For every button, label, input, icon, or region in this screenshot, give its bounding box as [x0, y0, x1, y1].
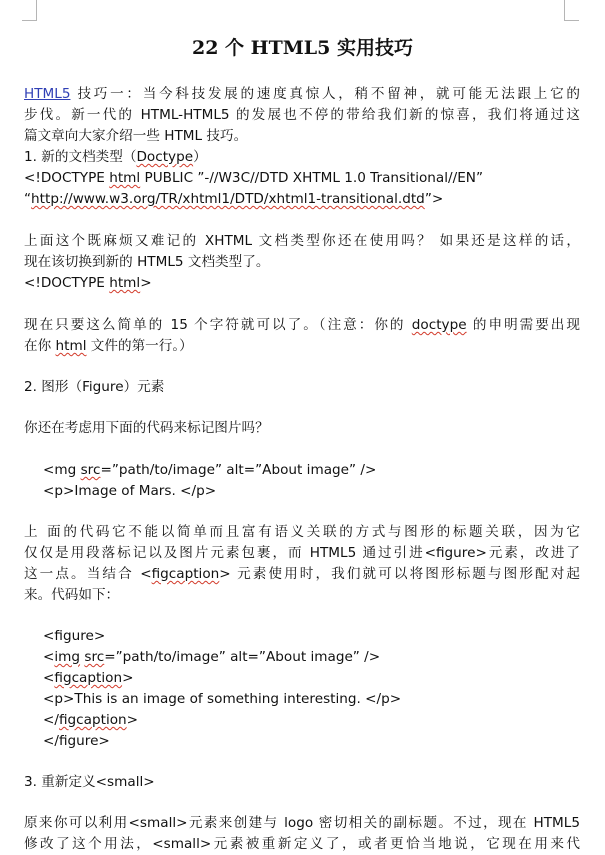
- section-2-paragraph-line-3: [24, 564, 580, 585]
- intro-line-2: 步伐。新一代的 HTML-HTML5 的发展也不停的带给我们新的惊喜，我们将通过这: [24, 107, 580, 123]
- section-2-paragraph-line-4: 来。代码如下：: [24, 587, 120, 603]
- code-text: PUBLIC ”-//W3C//DTD XHTML 1.0 Transitional//EN”: [140, 170, 483, 186]
- section-1-heading: [24, 147, 580, 168]
- code-text: >: [140, 275, 152, 291]
- code-text: =”path/to/image” alt=”About image” />: [100, 462, 377, 478]
- figure-code-line-1: <figure>: [43, 628, 106, 644]
- section-1-paragraph-line-1: 上面这个既麻烦又难记的 XHTML 文档类型你还在使用吗？ 如果还是这样的话，: [24, 233, 580, 249]
- old-figure-code-line-2: <p>Image of Mars. </p>: [43, 483, 217, 499]
- note-text: 文件的第一行。）: [86, 338, 193, 354]
- code-text: <mg: [43, 462, 81, 478]
- code-html-word: html: [109, 275, 141, 291]
- note-text: 的申明需要出现: [466, 317, 580, 333]
- doctype-word: doctype: [411, 317, 467, 333]
- doctype-code-line-1: [24, 168, 580, 189]
- code-text: >: [126, 712, 139, 728]
- code-src-word: src: [84, 649, 105, 665]
- page-corner-mark-right: [564, 0, 579, 21]
- section-1-paragraph-line-2: 现在该切换到新的 HTML5 文档类型了。: [24, 254, 270, 270]
- section-2-paragraph-line-1: 上 面的代码它不能以简单而且富有语义关联的方式与图形的标题关联，因为它: [24, 524, 580, 540]
- code-figcaption-word: figcaption: [58, 712, 127, 728]
- section-3-paragraph-line-1: 原来你可以利用<small>元素来创建与 logo 密切相关的副标题。不过，现在 HTML5: [24, 815, 580, 831]
- code-text: <!DOCTYPE: [24, 275, 110, 291]
- doctype-code-line-2: [24, 189, 580, 210]
- code-text: <!DOCTYPE: [24, 170, 110, 186]
- paragraph-text: 这一点。当结合 <: [24, 566, 152, 582]
- html5-link[interactable]: HTML5: [24, 86, 71, 102]
- section-2-question: 你还在考虑用下面的代码来标记图片吗？: [24, 420, 269, 436]
- code-text: >: [122, 670, 134, 686]
- section-1-note-line-2: [24, 336, 580, 357]
- paragraph-text: > 元素使用时，我们就可以将图形标题与图形配对起: [219, 566, 580, 582]
- figure-code-line-4: <p>This is an image of something interesting. </p>: [43, 691, 402, 707]
- page-corner-mark-left: [22, 0, 37, 21]
- section-2-paragraph-line-2: 仅仅是用段落标记以及图片元素包裹，而 HTML5 通过引进<figure>元素，改进了: [24, 545, 580, 561]
- section-2-heading: 2. 图形（Figure）元素: [24, 379, 165, 395]
- section-3-paragraph-line-2: 修改了这个用法，<small>元素被重新定义了，或者更恰当地说，它现在用来代: [24, 836, 580, 852]
- code-text: “: [24, 191, 32, 207]
- figure-code-line-2: [43, 647, 573, 668]
- section-1-heading-text: 1. 新的文档类型（: [24, 149, 137, 165]
- code-figcaption-word: figcaption: [54, 670, 123, 686]
- note-text: 现在只要这么简单的 15 个字符就可以了。（注意：你的: [24, 317, 412, 333]
- code-src-word: src: [80, 462, 101, 478]
- dtd-url: http://www.w3.org/TR/xhtml1/DTD/xhtml1-transitional.dtd: [31, 191, 425, 207]
- figure-code-line-5: [43, 710, 573, 731]
- code-html-word: html: [109, 170, 141, 186]
- html5-doctype-code: [24, 273, 580, 294]
- code-text: <: [43, 649, 55, 665]
- figure-code-line-3: [43, 668, 573, 689]
- figcaption-word: figcaption: [151, 566, 220, 582]
- old-figure-code-line-1: [43, 460, 573, 481]
- doctype-word: Doctype: [136, 149, 194, 165]
- intro-text-1: 技巧一：当今科技发展的速度真惊人，稍不留神，就可能无法跟上它的: [70, 86, 580, 102]
- note-text: 在你: [24, 338, 56, 354]
- code-text: ”>: [424, 191, 444, 207]
- section-3-heading: 3. 重新定义<small>: [24, 774, 155, 790]
- section-1-note-line-1: [24, 315, 580, 336]
- code-text: </: [43, 712, 59, 728]
- intro-line-1: [24, 84, 580, 105]
- code-text: =”path/to/image” alt=”About image” />: [104, 649, 381, 665]
- page-title: 22 个 HTML5 实用技巧: [192, 37, 413, 59]
- code-img-word: img: [54, 649, 81, 665]
- code-text: <: [43, 670, 55, 686]
- figure-code-line-6: </figure>: [43, 733, 110, 749]
- intro-line-3: 篇文章向大家介绍一些 HTML 技巧。: [24, 128, 248, 144]
- section-1-heading-close: ）: [193, 149, 207, 165]
- html-word: html: [55, 338, 87, 354]
